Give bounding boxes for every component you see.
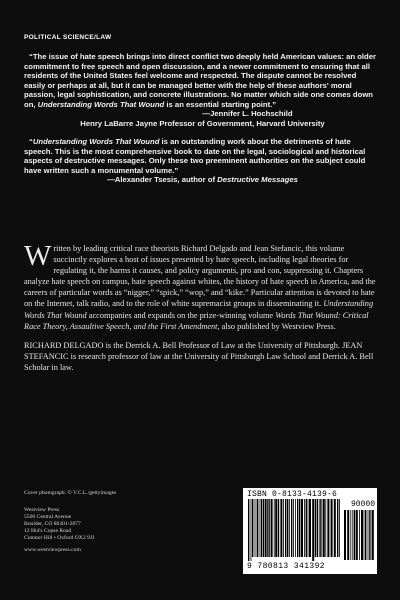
barcode-bar — [259, 499, 260, 557]
barcode-bar — [248, 499, 249, 561]
isbn-barcode — [243, 488, 377, 574]
address-line: Cumnor Hill • Oxford OX2 9JJ — [24, 535, 95, 542]
barcode-bar — [364, 510, 365, 560]
barcode-bar — [280, 499, 282, 557]
drop-cap: W — [24, 240, 52, 272]
barcode-bar — [267, 499, 268, 557]
book-title: Understanding Words That Wound — [37, 99, 165, 109]
barcode-bar — [255, 499, 256, 557]
barcode-bar — [365, 510, 366, 560]
barcode-bar — [257, 499, 258, 557]
barcode-bar — [372, 510, 374, 560]
publisher-info — [24, 507, 94, 555]
barcode-bar — [283, 499, 284, 557]
barcode-bar — [251, 499, 252, 561]
barcode-bar — [317, 499, 318, 557]
ean-digits: 9 780813 341392 — [247, 562, 326, 571]
barcode-bar — [361, 510, 363, 560]
barcode-bar — [309, 499, 311, 557]
barcode-bar — [297, 499, 298, 557]
blurb-author: —Alexander Tsesis, author of Destructive Messages — [107, 175, 298, 184]
barcode-bar — [312, 499, 314, 561]
address-line: 12 Hid's Copse Road — [24, 528, 72, 535]
blurb-author: —Jennifer L. Hochschild — [202, 109, 293, 118]
barcode-bar — [334, 499, 336, 557]
price-code: 90000 — [351, 500, 376, 509]
authors-bio: RICHARD DELGADO is the Derrick A. Bell Professor of Law at the University of Pittsburgh. JEAN STEFANCIC is research professor of law at the University of Pittsburgh Law School and Derrick A. Bell Scholar in law. — [24, 340, 374, 372]
blurb-affiliation: Henry LaBarre Jayne Professor of Government, Harvard University — [80, 118, 325, 128]
barcode-bar — [269, 499, 270, 557]
barcode-bar — [327, 499, 329, 557]
blurb-quote: “The issue of hate speech brings into direct conflict two deeply held American values: an older commitment to free speech and open discussion, and a newer commitment to ensuring that all residents of the United States feel welcome and respected. The dispute cannot be resolved easily or perhaps at all, but it can be managed better with the help of these authors' moral passion, legal sophistication, and concrete illustrations. No matter which side one comes down on, Understanding Words That Wound is an essential starting point.” — [24, 52, 377, 109]
barcode-bar — [321, 499, 322, 557]
barcode-bar — [261, 499, 262, 557]
barcode-bar — [299, 499, 300, 557]
price-barcode-bars — [344, 510, 374, 560]
barcode-bar — [295, 499, 296, 557]
category-label: POLITICAL SCIENCE/LAW — [24, 34, 112, 41]
barcode-bar — [252, 499, 253, 557]
barcode-bars — [248, 499, 342, 563]
book-description — [24, 240, 376, 373]
barcode-bar — [278, 499, 279, 557]
barcode-bar — [323, 499, 325, 557]
barcode-bar — [359, 510, 360, 560]
barcode-bar — [265, 499, 267, 557]
author-book-title: Destructive Messages — [217, 175, 298, 184]
barcode-bar — [271, 499, 273, 557]
publisher-website: www.westviewpress.com — [24, 547, 81, 554]
isbn-number: ISBN 0-8133-4139-6 — [247, 490, 338, 499]
barcode-bar — [263, 499, 264, 557]
blurb-hochschild — [24, 52, 376, 128]
book-title: Understanding Words That Wound — [32, 137, 160, 146]
address-line: 5500 Central Avenue — [24, 514, 72, 521]
barcode-bar — [347, 510, 349, 560]
blurb-quote: “Understanding Words That Wound is an outstanding work about the detriments of hate speech. This is the most comprehensive book to date on the legal, sociological and historical aspects of destructive messages. Only these two preeminent authorities on the subject could have written such a monumental volume.” — [24, 137, 366, 175]
barcode-bar — [350, 510, 351, 560]
barcode-bar — [306, 499, 307, 557]
blurb-tsesis — [24, 137, 376, 185]
barcode-bar — [275, 499, 277, 557]
barcode-bar — [352, 510, 353, 560]
barcode-bar — [339, 499, 340, 557]
description-paragraph: Written by leading critical race theorists Richard Delgado and Jean Stefancic, this volume succinctly explores a host of issues presented by hate speech, including legal theories for regulating it, the harms it causes, and policy arguments, pro and con, suppressing it. Chapters analyze hate speech on campus, hate speech against whites, the history of hate speech in America, and the careers of particular words as “nigger,” “spick,” “wop,” and “kike.” Particular attention is devoted to hate on the Internet, talk radio, and to the role of white supremacist groups in disseminating it. Understanding Words That Wound accompanies and expands on the prize-winning volume Words That Wound: Critical Race Theory, Assaultive Speech, and the First Amendment, also published by Westview Press. — [24, 240, 376, 331]
barcode-bar — [315, 499, 316, 557]
barcode-bar — [369, 510, 370, 560]
barcode-bar — [289, 499, 290, 557]
barcode-bar — [274, 499, 275, 557]
barcode-bar — [285, 499, 286, 557]
barcode-bar — [370, 510, 371, 560]
barcode-bar — [304, 499, 305, 557]
barcode-bar — [287, 499, 288, 557]
review-blurbs — [24, 52, 376, 185]
barcode-bar — [368, 510, 369, 560]
barcode-bar — [293, 499, 294, 557]
barcode-bar — [291, 499, 292, 557]
address-line: Boulder, CO 80301-2877 — [24, 521, 81, 528]
barcode-bar — [344, 510, 346, 560]
barcode-bar — [337, 499, 338, 557]
barcode-bar — [331, 499, 333, 557]
barcode-bar — [308, 499, 309, 557]
barcode-bar — [354, 510, 355, 560]
photo-credit: Cover photograph: © V.C.L./gettyimages — [24, 490, 117, 496]
barcode-bar — [356, 510, 358, 560]
publisher-name: Westview Press — [24, 507, 60, 513]
barcode-bar — [301, 499, 303, 557]
barcode-bar — [319, 499, 320, 557]
barcode-bar — [325, 499, 326, 557]
